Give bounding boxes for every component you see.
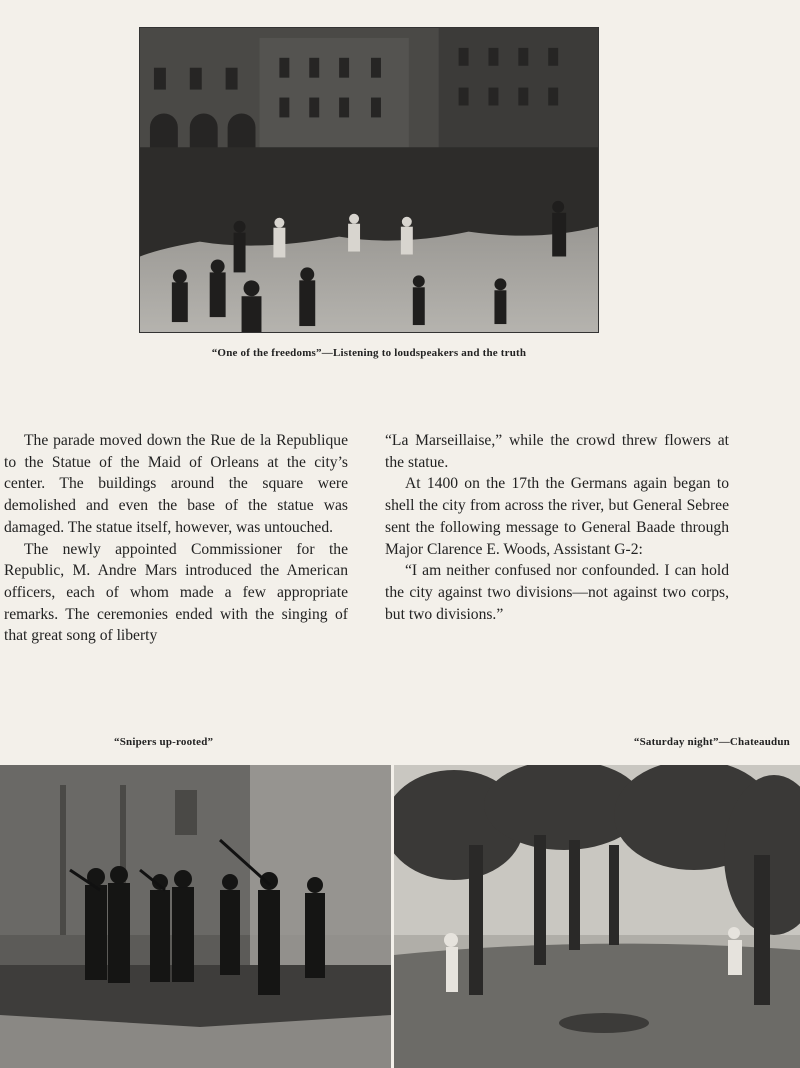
- article-paragraph: The parade moved down the Rue de la Republique to the Statue of the Maid of Orleans at the city’s center. The buildings around the square were demolished and even the base of the statue was damaged. The statue itself, however, was untouched.: [4, 432, 348, 536]
- article-paragraph: “La Marseillaise,” while the crowd threw flowers at the statue.: [385, 432, 729, 471]
- crowd-square-photo: [139, 27, 599, 333]
- saturday-night-photo: [394, 765, 800, 1068]
- snipers-photo: [0, 765, 391, 1068]
- snipers-caption: “Snipers up-rooted”: [114, 736, 214, 748]
- article-paragraph: At 1400 on the 17th the Germans again began to shell the city from across the river, but General Sebree sent the following message to General Baade through Major Clarence E. Woods, Assistant G-2:: [385, 475, 729, 558]
- article-paragraph: The newly appointed Commissioner for the Republic, M. Andre Mars introduced the American officers, each of whom made a few appropriate remarks. The ceremonies ended with the singing of that great song of liberty: [4, 540, 348, 645]
- crowd-square-caption: “One of the freedoms”—Listening to loudspeakers and the truth: [211, 347, 527, 359]
- article-column-right: [385, 430, 729, 625]
- article-column-left: [4, 430, 348, 647]
- article-paragraph: “I am neither confused nor confounded. I can hold the city against two divisions—not against two corps, but two divisions.”: [385, 562, 729, 623]
- saturday-night-caption: “Saturday night”—Chateaudun: [633, 736, 790, 748]
